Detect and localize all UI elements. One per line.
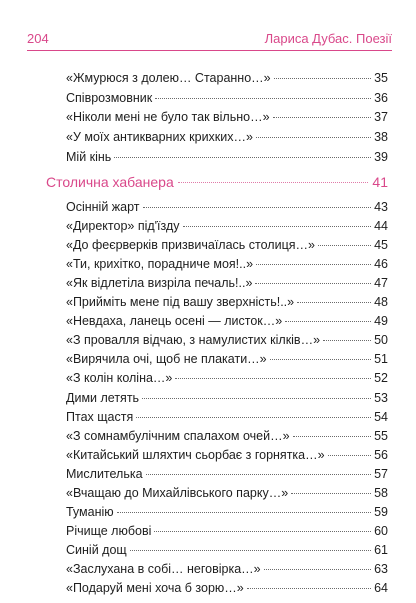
toc-entry-title: Мій кінь	[66, 149, 112, 164]
toc-entry-title: Синій дощ	[66, 542, 127, 557]
toc-entry	[66, 446, 388, 464]
toc-entry	[66, 503, 388, 521]
toc-entry-page: 44	[374, 219, 388, 234]
toc-entry	[66, 255, 388, 273]
toc-entry-title: «Подаруй мені хоча б зорю…»	[66, 581, 244, 595]
page-header	[27, 28, 392, 51]
dot-leader	[154, 531, 371, 532]
toc-entry-title: Дими летять	[66, 390, 140, 405]
toc-entry	[66, 369, 388, 387]
toc-entry-page: 56	[374, 447, 388, 462]
toc-entry	[66, 350, 388, 368]
toc-entry-title: «Заслухана в собі… неговірка…»	[66, 561, 261, 576]
dot-leader	[183, 226, 372, 227]
toc-entry	[66, 484, 388, 502]
dot-leader	[117, 512, 371, 513]
toc-entry	[66, 427, 388, 445]
toc-entry-page: 48	[374, 295, 388, 310]
toc-entry	[66, 408, 388, 426]
toc-entry	[66, 560, 388, 578]
toc-entry-title: «Ти, крихітко, порадниче моя!..»	[66, 257, 254, 272]
toc-entry-title: «З провалля відчаю, з намулистих кілків…»	[66, 333, 321, 348]
dot-leader	[143, 207, 372, 208]
toc-section-heading-title: Столична хабанера	[46, 174, 174, 190]
dot-leader	[270, 359, 371, 360]
toc-entry	[66, 198, 388, 216]
toc-entry	[66, 312, 388, 330]
dot-leader	[136, 417, 371, 418]
toc-entry-title: «Ніколи мені не було так вільно…»	[66, 110, 270, 125]
toc-entry	[66, 522, 388, 540]
dot-leader	[247, 588, 371, 589]
toc-entry-page: 54	[374, 409, 388, 424]
toc-entry	[66, 579, 388, 597]
dot-leader	[264, 569, 371, 570]
toc-entry-page: 61	[374, 542, 388, 557]
dot-leader	[130, 550, 371, 551]
toc-entry-page: 55	[374, 428, 388, 443]
dot-leader	[273, 117, 372, 118]
toc-entry	[66, 128, 388, 146]
toc-entry	[66, 389, 388, 407]
toc-entry	[66, 293, 388, 311]
toc-entry-page: 47	[374, 276, 388, 291]
dot-leader	[256, 137, 371, 138]
page-number: 204	[27, 31, 49, 46]
toc-entry-page: 50	[374, 333, 388, 348]
toc-entry-title: «Прийміть мене під вашу зверхність!..»	[66, 295, 295, 310]
toc-entry-page: 38	[374, 130, 388, 145]
toc-entry	[66, 89, 388, 107]
toc-entry-title: «Директор» під'їзду	[66, 219, 180, 234]
toc-entry-page: 58	[374, 485, 388, 500]
dot-leader	[323, 340, 371, 341]
toc-entry-title: «Китайський шляхтич сьорбає з горнятка…»	[66, 447, 325, 462]
toc-entry	[66, 69, 388, 87]
toc-entry-title: «З колін коліна…»	[66, 371, 173, 386]
toc-entry-title: Співрозмовник	[66, 90, 153, 105]
toc-entry-page: 60	[374, 523, 388, 538]
dot-leader	[142, 398, 371, 399]
dot-leader	[146, 474, 372, 475]
dot-leader	[114, 157, 371, 158]
toc-entry	[66, 148, 388, 166]
toc-entry	[66, 331, 388, 349]
toc-entry-title: «Невдаха, ланець осені — листок…»	[66, 314, 283, 329]
toc-entry	[66, 465, 388, 483]
toc-entry-page: 51	[374, 352, 388, 367]
toc-entry-title: «Як відлетіла визріла печаль!..»	[66, 276, 253, 291]
toc-entry-title: Мислителька	[66, 466, 143, 481]
dot-leader	[297, 302, 371, 303]
toc-entry-page: 46	[374, 257, 388, 272]
toc-entry	[66, 217, 388, 235]
dot-leader	[256, 264, 371, 265]
dot-leader	[291, 493, 371, 494]
toc-entry-title: «У моїх антикварних крихких…»	[66, 130, 253, 145]
toc-entry	[66, 108, 388, 126]
toc-entry-page: 64	[374, 581, 388, 595]
dot-leader	[175, 378, 371, 379]
dot-leader	[274, 78, 371, 79]
toc-entry-title: «Вчащаю до Михайлівського парку…»	[66, 485, 289, 500]
toc-entry-page: 35	[374, 71, 388, 85]
toc-entry-title: Річище любові	[66, 523, 152, 538]
toc-entry	[66, 274, 388, 292]
toc-entry-page: 36	[374, 90, 388, 105]
toc-entry-title: Осінній жарт	[66, 200, 140, 214]
toc-section-heading-page: 41	[372, 174, 388, 190]
toc-entry-page: 59	[374, 504, 388, 519]
toc-entry-title: Туманію	[66, 504, 114, 519]
toc-entry	[66, 236, 388, 254]
toc-entry	[66, 541, 388, 559]
dot-leader	[285, 321, 371, 322]
toc-entry-page: 53	[374, 390, 388, 405]
toc-entry-page: 63	[374, 561, 388, 576]
dot-leader	[178, 182, 369, 183]
toc-entry-title: «До феєрверків призвичаїлась столиця…»	[66, 238, 315, 253]
toc-entry-title: «З сомнамбулічним спалахом очей…»	[66, 428, 290, 443]
toc-entry-page: 45	[374, 238, 388, 253]
toc-entry-title: «Жмурюся з долею… Старанно…»	[66, 71, 271, 85]
toc-entry-page: 37	[374, 110, 388, 125]
toc-section-heading	[46, 172, 388, 192]
dot-leader	[293, 436, 372, 437]
dot-leader	[328, 455, 372, 456]
toc-entry-title: «Вирячила очі, щоб не плакати…»	[66, 352, 267, 367]
running-title: Лариса Дубас. Поезії	[264, 31, 392, 46]
toc-entry-page: 39	[374, 149, 388, 164]
toc-entry-page: 43	[374, 200, 388, 214]
dot-leader	[155, 98, 371, 99]
toc-entry-page: 52	[374, 371, 388, 386]
dot-leader	[255, 283, 371, 284]
toc-entry-page: 57	[374, 466, 388, 481]
toc-entry-title: Птах щастя	[66, 409, 134, 424]
toc-entry-page: 49	[374, 314, 388, 329]
dot-leader	[318, 245, 371, 246]
